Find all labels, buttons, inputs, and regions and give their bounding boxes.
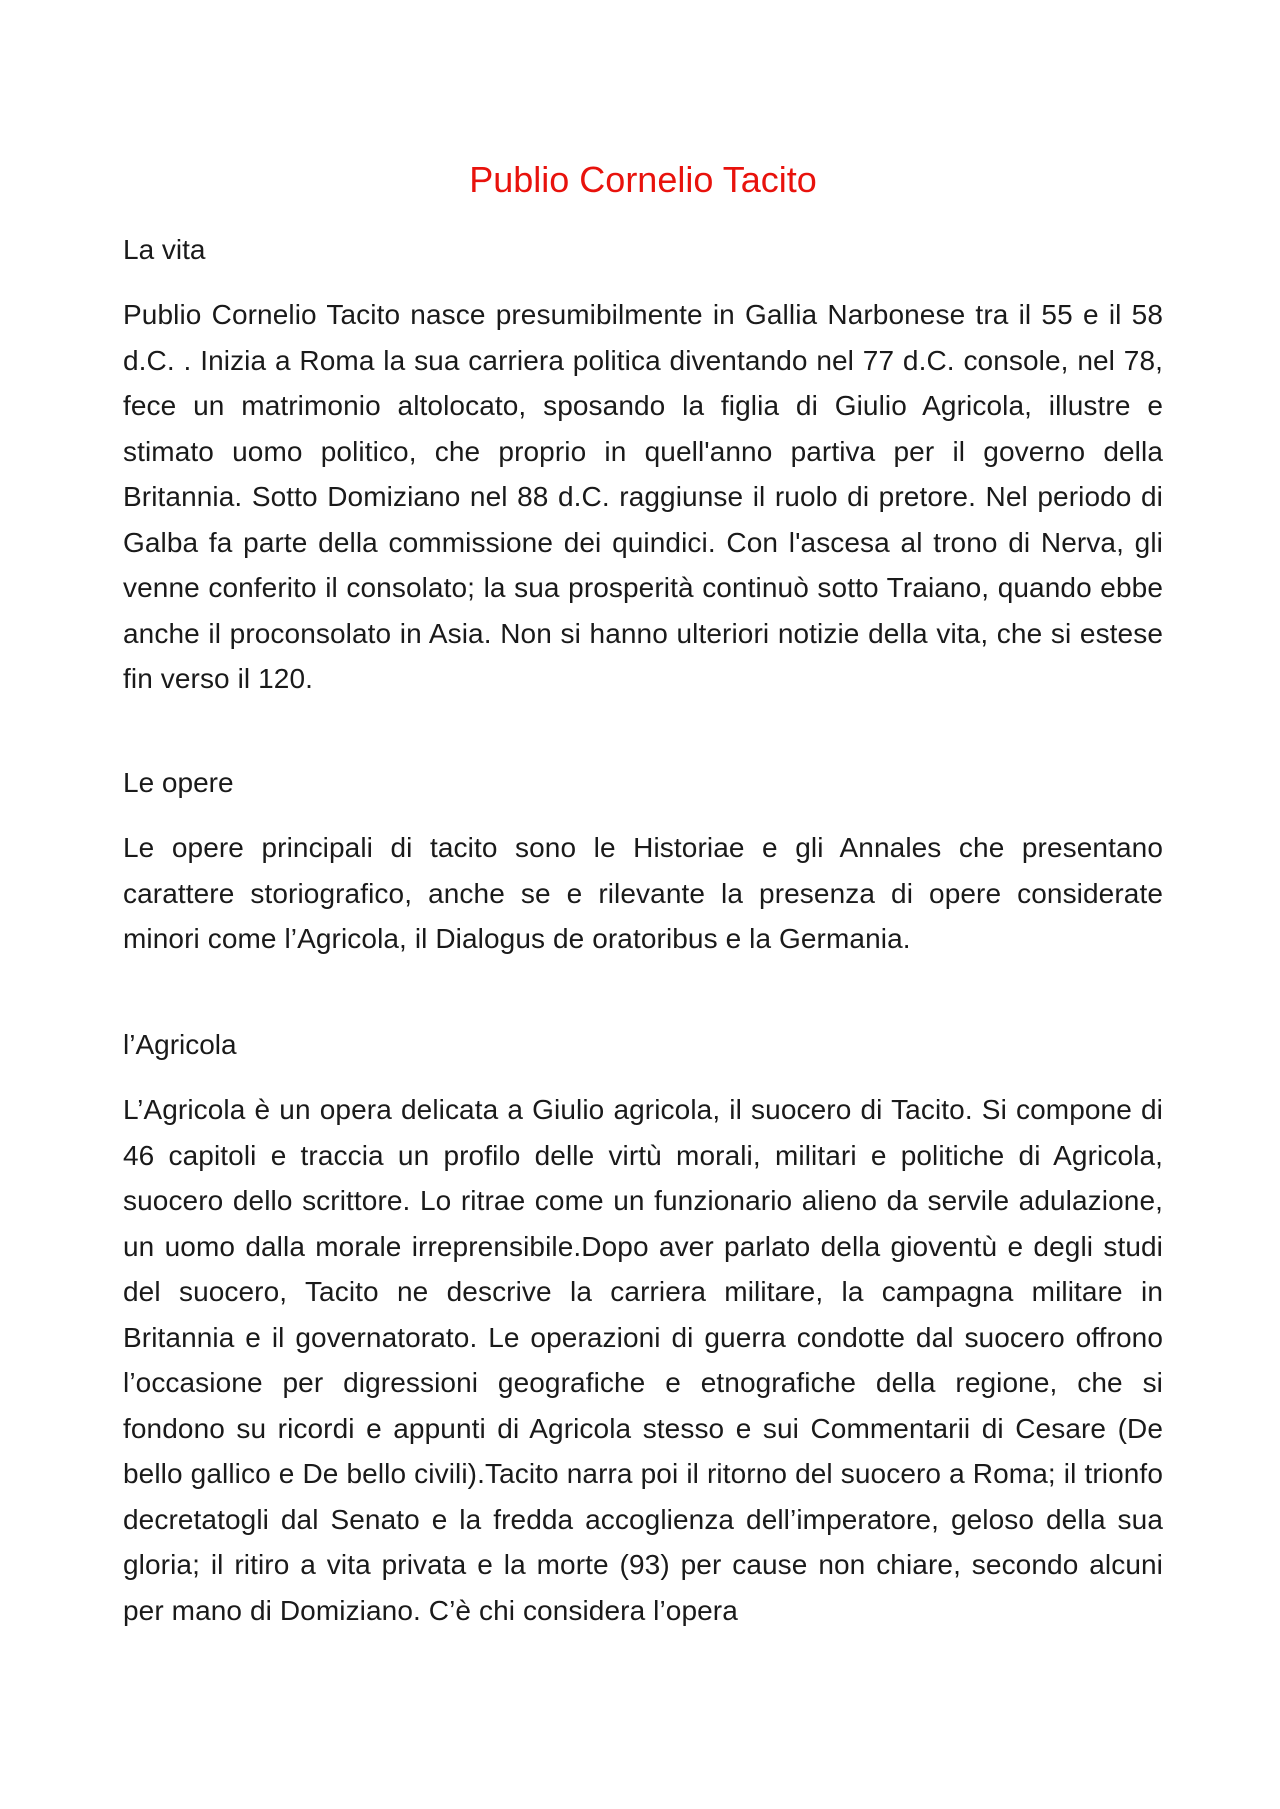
section-heading-agricola: l’Agricola: [123, 1029, 237, 1060]
section-heading-la-vita: La vita: [123, 234, 206, 265]
document-title: Publio Cornelio Tacito: [469, 159, 817, 200]
section-heading-le-opere: Le opere: [123, 767, 234, 798]
section-body-agricola: L’Agricola è un opera delicata a Giulio agricola, il suocero di Tacito. Si compone di 46 capitoli e traccia un profilo delle virtù morali, militari e politiche di Agricola, suocero dello scrittore. Lo ritrae come un funzionario alieno da servile adulazione, un uomo dalla morale irreprensibile.Dopo aver parlato della gioventù e degli studi del suocero, Tacito ne descrive la carriera militare, la campagna militare in Britannia e il governatorato. Le operazioni di guerra condotte dal suocero offrono l’occasione per digressioni geografiche e etnografiche della regione, che si fondono su ricordi e appunti di Agricola stesso e sui Commentarii di Cesare (De bello gallico e De bello civili).Tacito narra poi il ritorno del suocero a Roma; il trionfo decretatogli dal Senato e la fredda accoglienza dell’imperatore, geloso della sua gloria; il ritiro a vita privata e la morte (93) per cause non chiare, secondo alcuni per mano di Domiziano. C’è chi considera l’opera: [123, 1094, 1163, 1626]
section-body-la-vita: Publio Cornelio Tacito nasce presumibilmente in Gallia Narbonese tra il 55 e il 58 d.C. . Inizia a Roma la sua carriera politica diventando nel 77 d.C. console, nel 78, fece un matrimonio altolocato, sposando la figlia di Giulio Agricola, illustre e stimato uomo politico, che proprio in quell'anno partiva per il governo della Britannia. Sotto Domiziano nel 88 d.C. raggiunse il ruolo di pretore. Nel periodo di Galba fa parte della commissione dei quindici. Con l'ascesa al trono di Nerva, gli venne conferito il consolato; la sua prosperità continuò sotto Traiano, quando ebbe anche il proconsolato in Asia. Non si hanno ulteriori notizie della vita, che si estese fin verso il 120.: [123, 299, 1163, 694]
section-body-le-opere: Le opere principali di tacito sono le Historiae e gli Annales che presentano carattere storiografico, anche se e rilevante la presenza di opere considerate minori come l’Agricola, il Dialogus de oratoribus e la Germania.: [123, 832, 1163, 954]
